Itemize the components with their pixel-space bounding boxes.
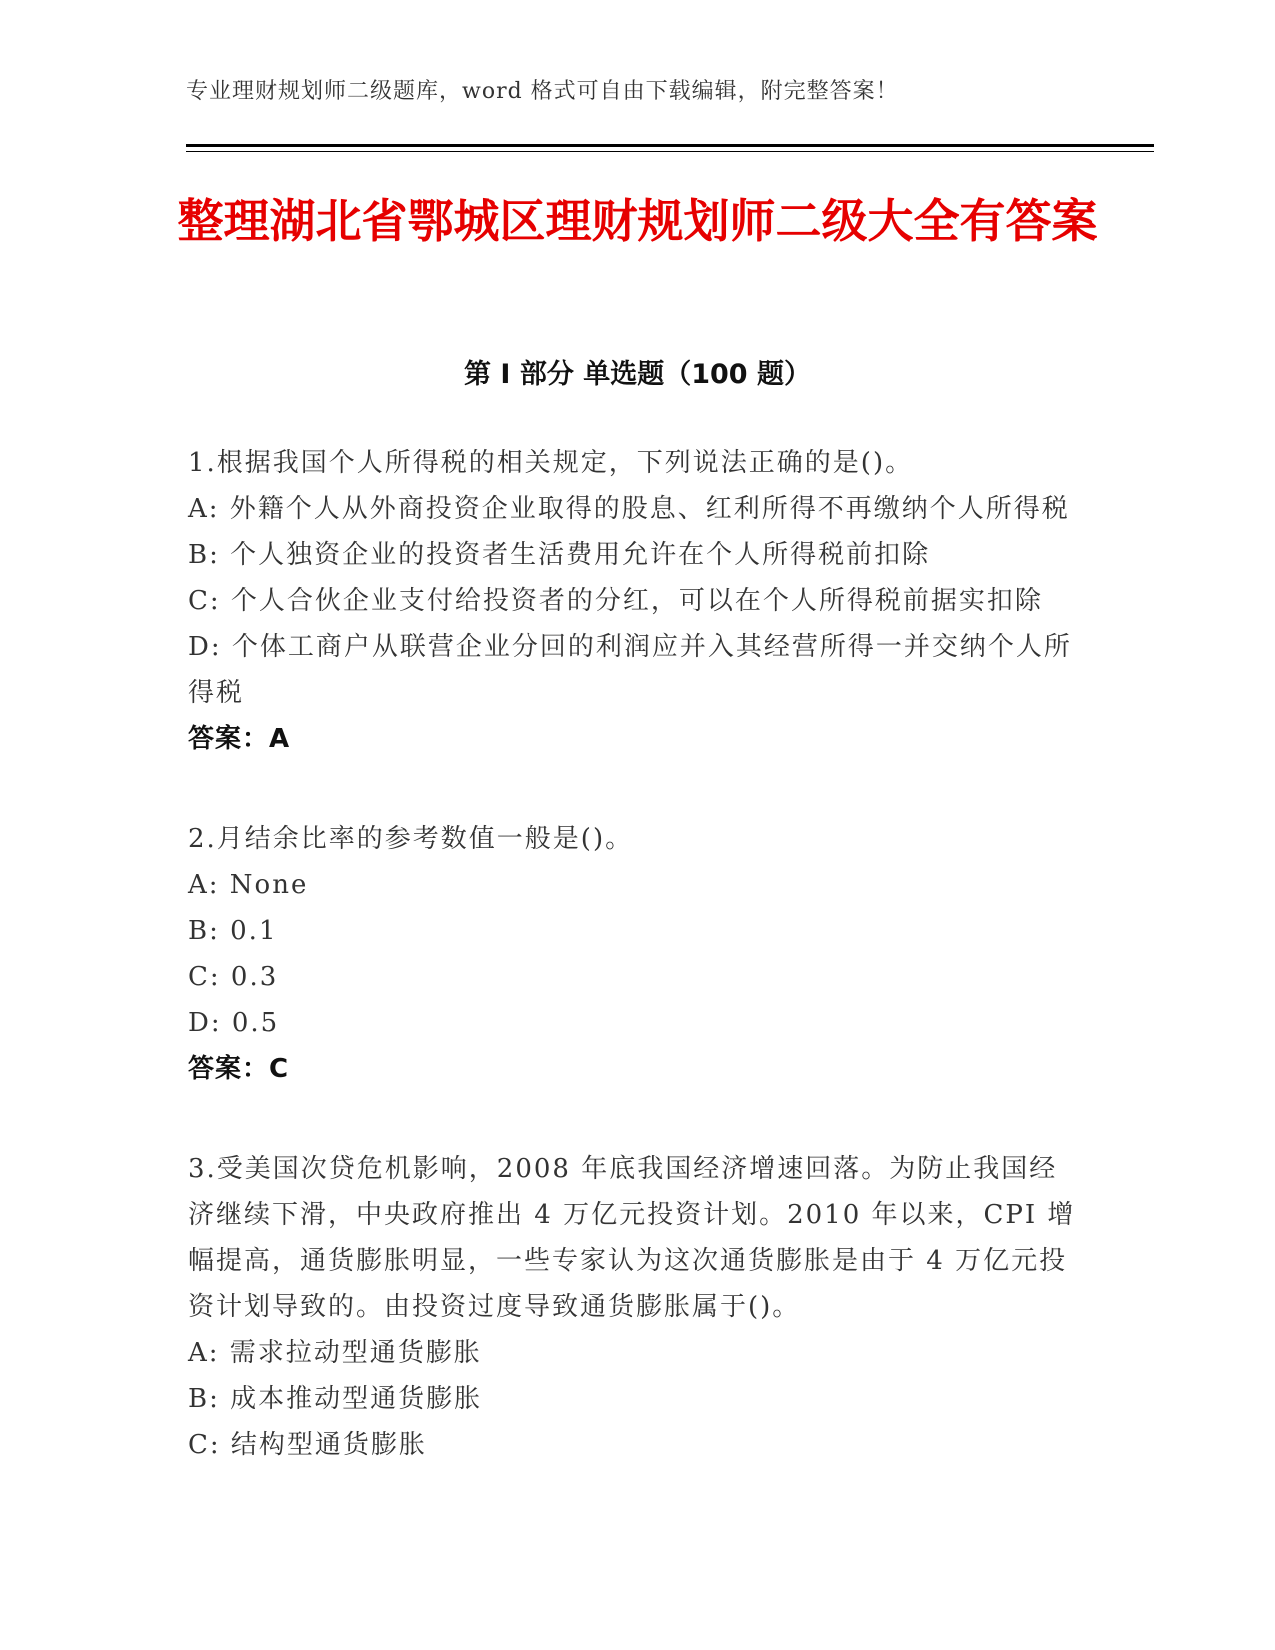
option-d: D: 个体工商户从联营企业分回的利润应并入其经营所得一并交纳个人所得税	[188, 632, 1072, 708]
option-c: C: 个人合伙企业支付给投资者的分红，可以在个人所得税前据实扣除	[188, 586, 1043, 616]
answer-label: 答案：A	[188, 724, 291, 754]
option-a: A: 需求拉动型通货膨胀	[188, 1338, 482, 1368]
header-divider-thin	[186, 151, 1154, 152]
option-d: D: 0.5	[188, 1008, 280, 1038]
option-b: B: 0.1	[188, 916, 278, 946]
question-stem: 1.根据我国个人所得税的相关规定，下列说法正确的是()。	[188, 448, 914, 478]
option-a: A: None	[188, 870, 309, 900]
section-title: 第 I 部分 单选题（100 题）	[463, 359, 811, 390]
header-note: 专业理财规划师二级题库，word 格式可自由下载编辑，附完整答案！	[186, 79, 899, 104]
option-b: B: 成本推动型通货膨胀	[188, 1384, 483, 1414]
question-block	[188, 440, 1078, 762]
option-c: C: 0.3	[188, 962, 279, 992]
header-divider-thick	[186, 144, 1154, 147]
question-block	[188, 816, 1078, 1092]
question-list	[188, 440, 1078, 1522]
question-stem: 2.月结余比率的参考数值一般是()。	[188, 824, 634, 854]
option-b: B: 个人独资企业的投资者生活费用允许在个人所得税前扣除	[188, 540, 931, 570]
option-c: C: 结构型通货膨胀	[188, 1430, 427, 1460]
question-block	[188, 1146, 1078, 1468]
question-stem: 3.受美国次贷危机影响，2008 年底我国经济增速回落。为防止我国经济继续下滑，中央政府推出 4 万亿元投资计划。2010 年以来，CPI 增幅提高，通货膨胀明显，一些专家认为这次通货膨胀是由于 4 万亿元投资计划导致的。由投资过度导致通货膨胀属于()。	[188, 1154, 1076, 1322]
option-a: A: 外籍个人从外商投资企业取得的股息、红利所得不再缴纳个人所得税	[188, 494, 1070, 524]
document-title: 整理湖北省鄂城区理财规划师二级大全有答案	[177, 194, 1098, 248]
answer-label: 答案：C	[188, 1054, 290, 1084]
